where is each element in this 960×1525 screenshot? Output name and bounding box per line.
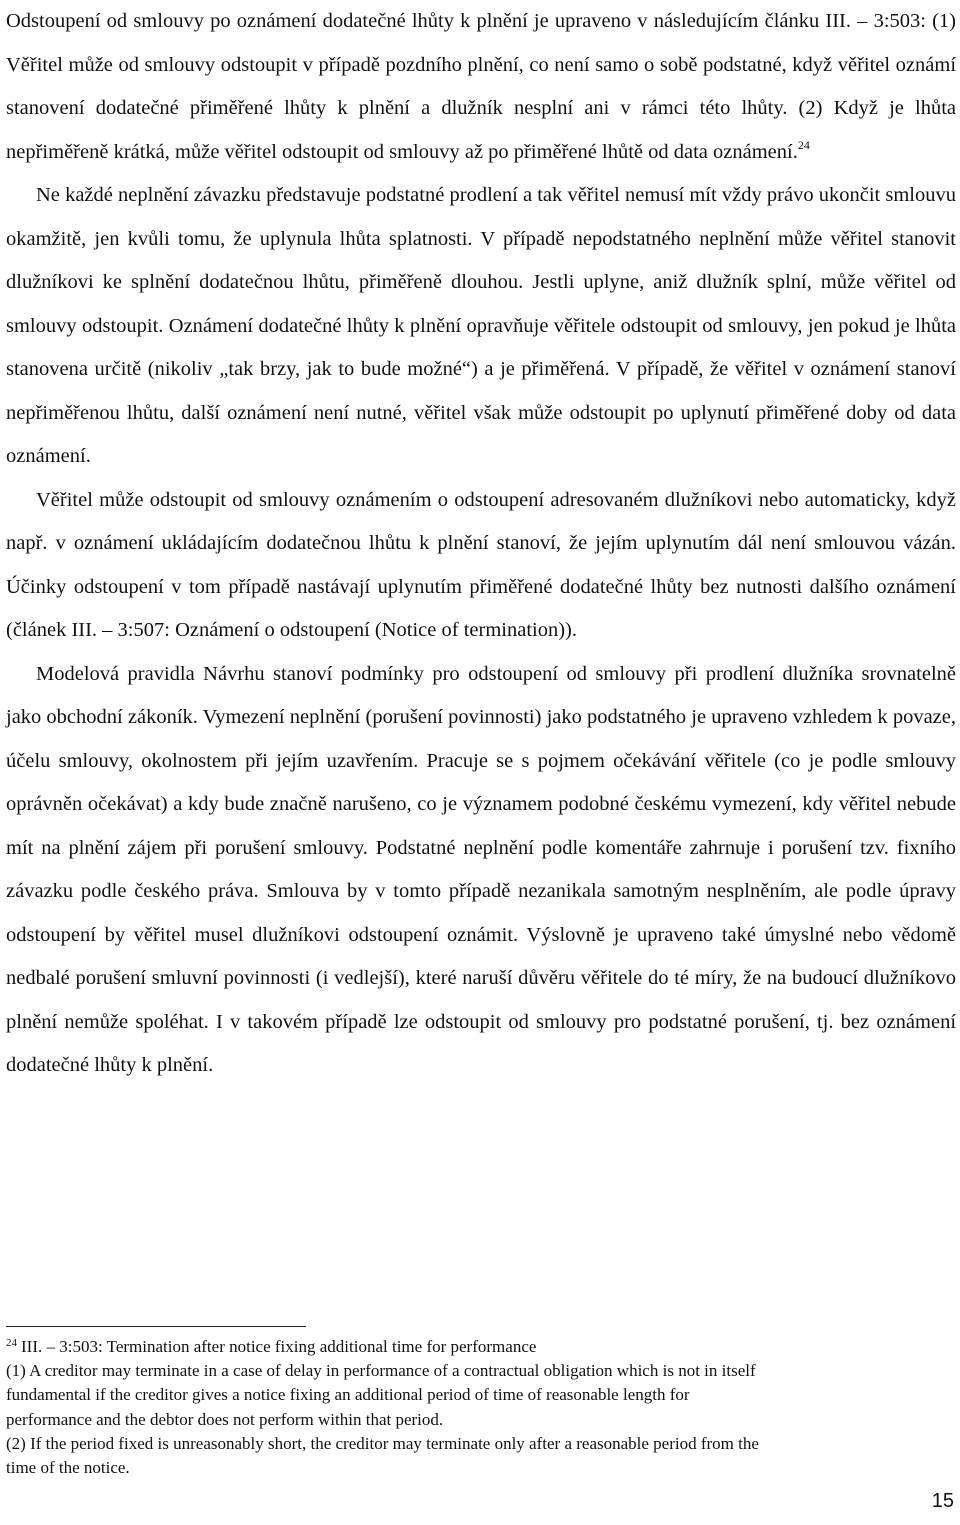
paragraph-3 [6,479,956,653]
main-text [6,0,956,1088]
footnote-title [6,1335,940,1359]
text-line: nepodstatného neplnění může věřitel stanovit dlužníkovi ke splnění dodatečnou lhůtu, [6,227,957,293]
text-line: podstatného je upraveno vzhledem k povaze, účelu smlouvy, okolnostem při jejím uzavřením. [6,706,956,772]
text-line: článku III. – 3:503: (1) Věřitel může od smlouvy odstoupit v případě pozdního plnění, co není [6,10,957,76]
footnote-line: (2) If the period fixed is unreasonably short, the creditor may terminate only after a reasonable period from the [6,1433,759,1453]
text-line: nesplněním, ale podle úpravy odstoupení by věřitel musel dlužníkovi odstoupení oznámit. [6,880,956,946]
footnote-line: (1) A creditor may terminate in a case of delay in performance of a contractual obligation which is not in itself [6,1361,756,1381]
text-line: plnění zájem při porušení smlouvy. Podstatné neplnění podle komentáře zahrnuje i porušení [68,836,853,859]
page-number: 15 [931,1490,954,1512]
footnote-number: 24 [6,1337,17,1349]
text-line: Oznámení dodatečné lhůty k plnění opravňuje věřitele odstoupit od smlouvy, jen pokud je [168,314,910,337]
paragraph-2 [6,174,956,479]
text-line: dlužníka srovnatelně jako obchodní zákoník. Vymezení neplnění (porušení povinnosti) jako [6,662,956,728]
footnote-separator [6,1326,306,1327]
text-line: Modelová pravidla Návrhu stanoví podmínky pro odstoupení od smlouvy při prodlení [36,662,775,685]
text-line: uplynutím přiměřené dodatečné lhůty bez nutnosti dalšího oznámení (článek III. – 3:507: [6,575,957,641]
text-line: věřitel v oznámení stanoví nepřiměřenou lhůtu, další oznámení není nutné, věřitel však může [6,358,956,424]
text-line: Výslovně je upraveno také úmyslné nebo vědomě nedbalé porušení smluvní povinnosti [6,923,956,989]
paragraph-4 [6,653,956,1088]
text-line: lhůta stanovena určitě (nikoliv „tak brzy, jak to bude možné“) a je přiměřená. V případě, že [6,314,957,380]
text-line: právo ukončit smlouvu okamžitě, jen kvůli tomu, že uplynula lhůta splatnosti. V případě [6,184,957,250]
text-line: tzv. fixního závazku podle českého práva. Smlouva by v tomto případě nezanikala samotným [6,836,957,902]
text-line: Pracuje se s pojmem očekávání věřitele (co je podle smlouvy oprávněn očekávat) a kdy bude [6,749,957,815]
text-line: samo o sobě podstatné, když věřitel oznámí stanovení dodatečné přiměřené lhůty k plnění a [6,53,957,119]
paragraph-1 [6,0,956,174]
text-line: přiměřeně dlouhou. Jestli uplyne, aniž dlužník splní, může věřitel od smlouvy odstoupit. [6,271,957,337]
text-line: značně narušeno, co je významem podobné českému vymezení, kdy věřitel nebude mít na [6,793,957,859]
text-line: Oznámení o odstoupení (Notice of termination)). [175,619,577,641]
document-page [6,0,956,1088]
text-line: odstoupit od smlouvy až po přiměřené lhůtě od data oznámení. [282,140,798,163]
footnote-line: time of the notice. [6,1458,130,1478]
text-line: Věřitel může odstoupit od smlouvy oznámením o odstoupení adresovaném dlužníkovi [36,488,753,511]
text-line: Odstoupení od smlouvy po oznámení dodatečné lhůty k plnění je upraveno v následujícím [6,10,759,32]
text-line: odstoupit po uplynutí přiměřené doby od data oznámení. [6,401,956,467]
text-line: (i vedlejší), které naruší důvěru věřitele do té míry, že na budoucí dlužníkovo plnění nemůže [6,967,956,1033]
text-line: nebo automaticky, když např. v oznámení ukládajícím dodatečnou lhůtu k plnění stanoví, že [6,488,956,554]
text-line: spoléhat. I v takovém případě lze odstoupit od smlouvy pro podstatné porušení, tj. bez [135,1010,870,1033]
text-line: Ne každé neplnění závazku představuje podstatné prodlení a tak věřitel nemusí mít vždy [36,184,762,206]
footnote-line: III. – 3:503: Termination after notice fixing additional time for performance [21,1337,537,1356]
text-line: jejím uplynutím dál není smlouvou vázán. Účinky odstoupení v tom případě nastávají [6,532,957,598]
footnotes [6,1335,940,1480]
text-line: oznámení dodatečné lhůty k plnění. [6,1010,957,1076]
footnote-line: fundamental if the creditor gives a notice fixing an additional period of time of reasonable length for [6,1385,690,1405]
footnote-reference[interactable]: 24 [797,137,810,152]
text-line: dlužník nesplní ani v rámci této lhůty. (2) Když je lhůta nepřiměřeně krátká, může věřitel [6,97,956,163]
footnote-line: performance and the debtor does not perform within that period. [6,1409,444,1429]
